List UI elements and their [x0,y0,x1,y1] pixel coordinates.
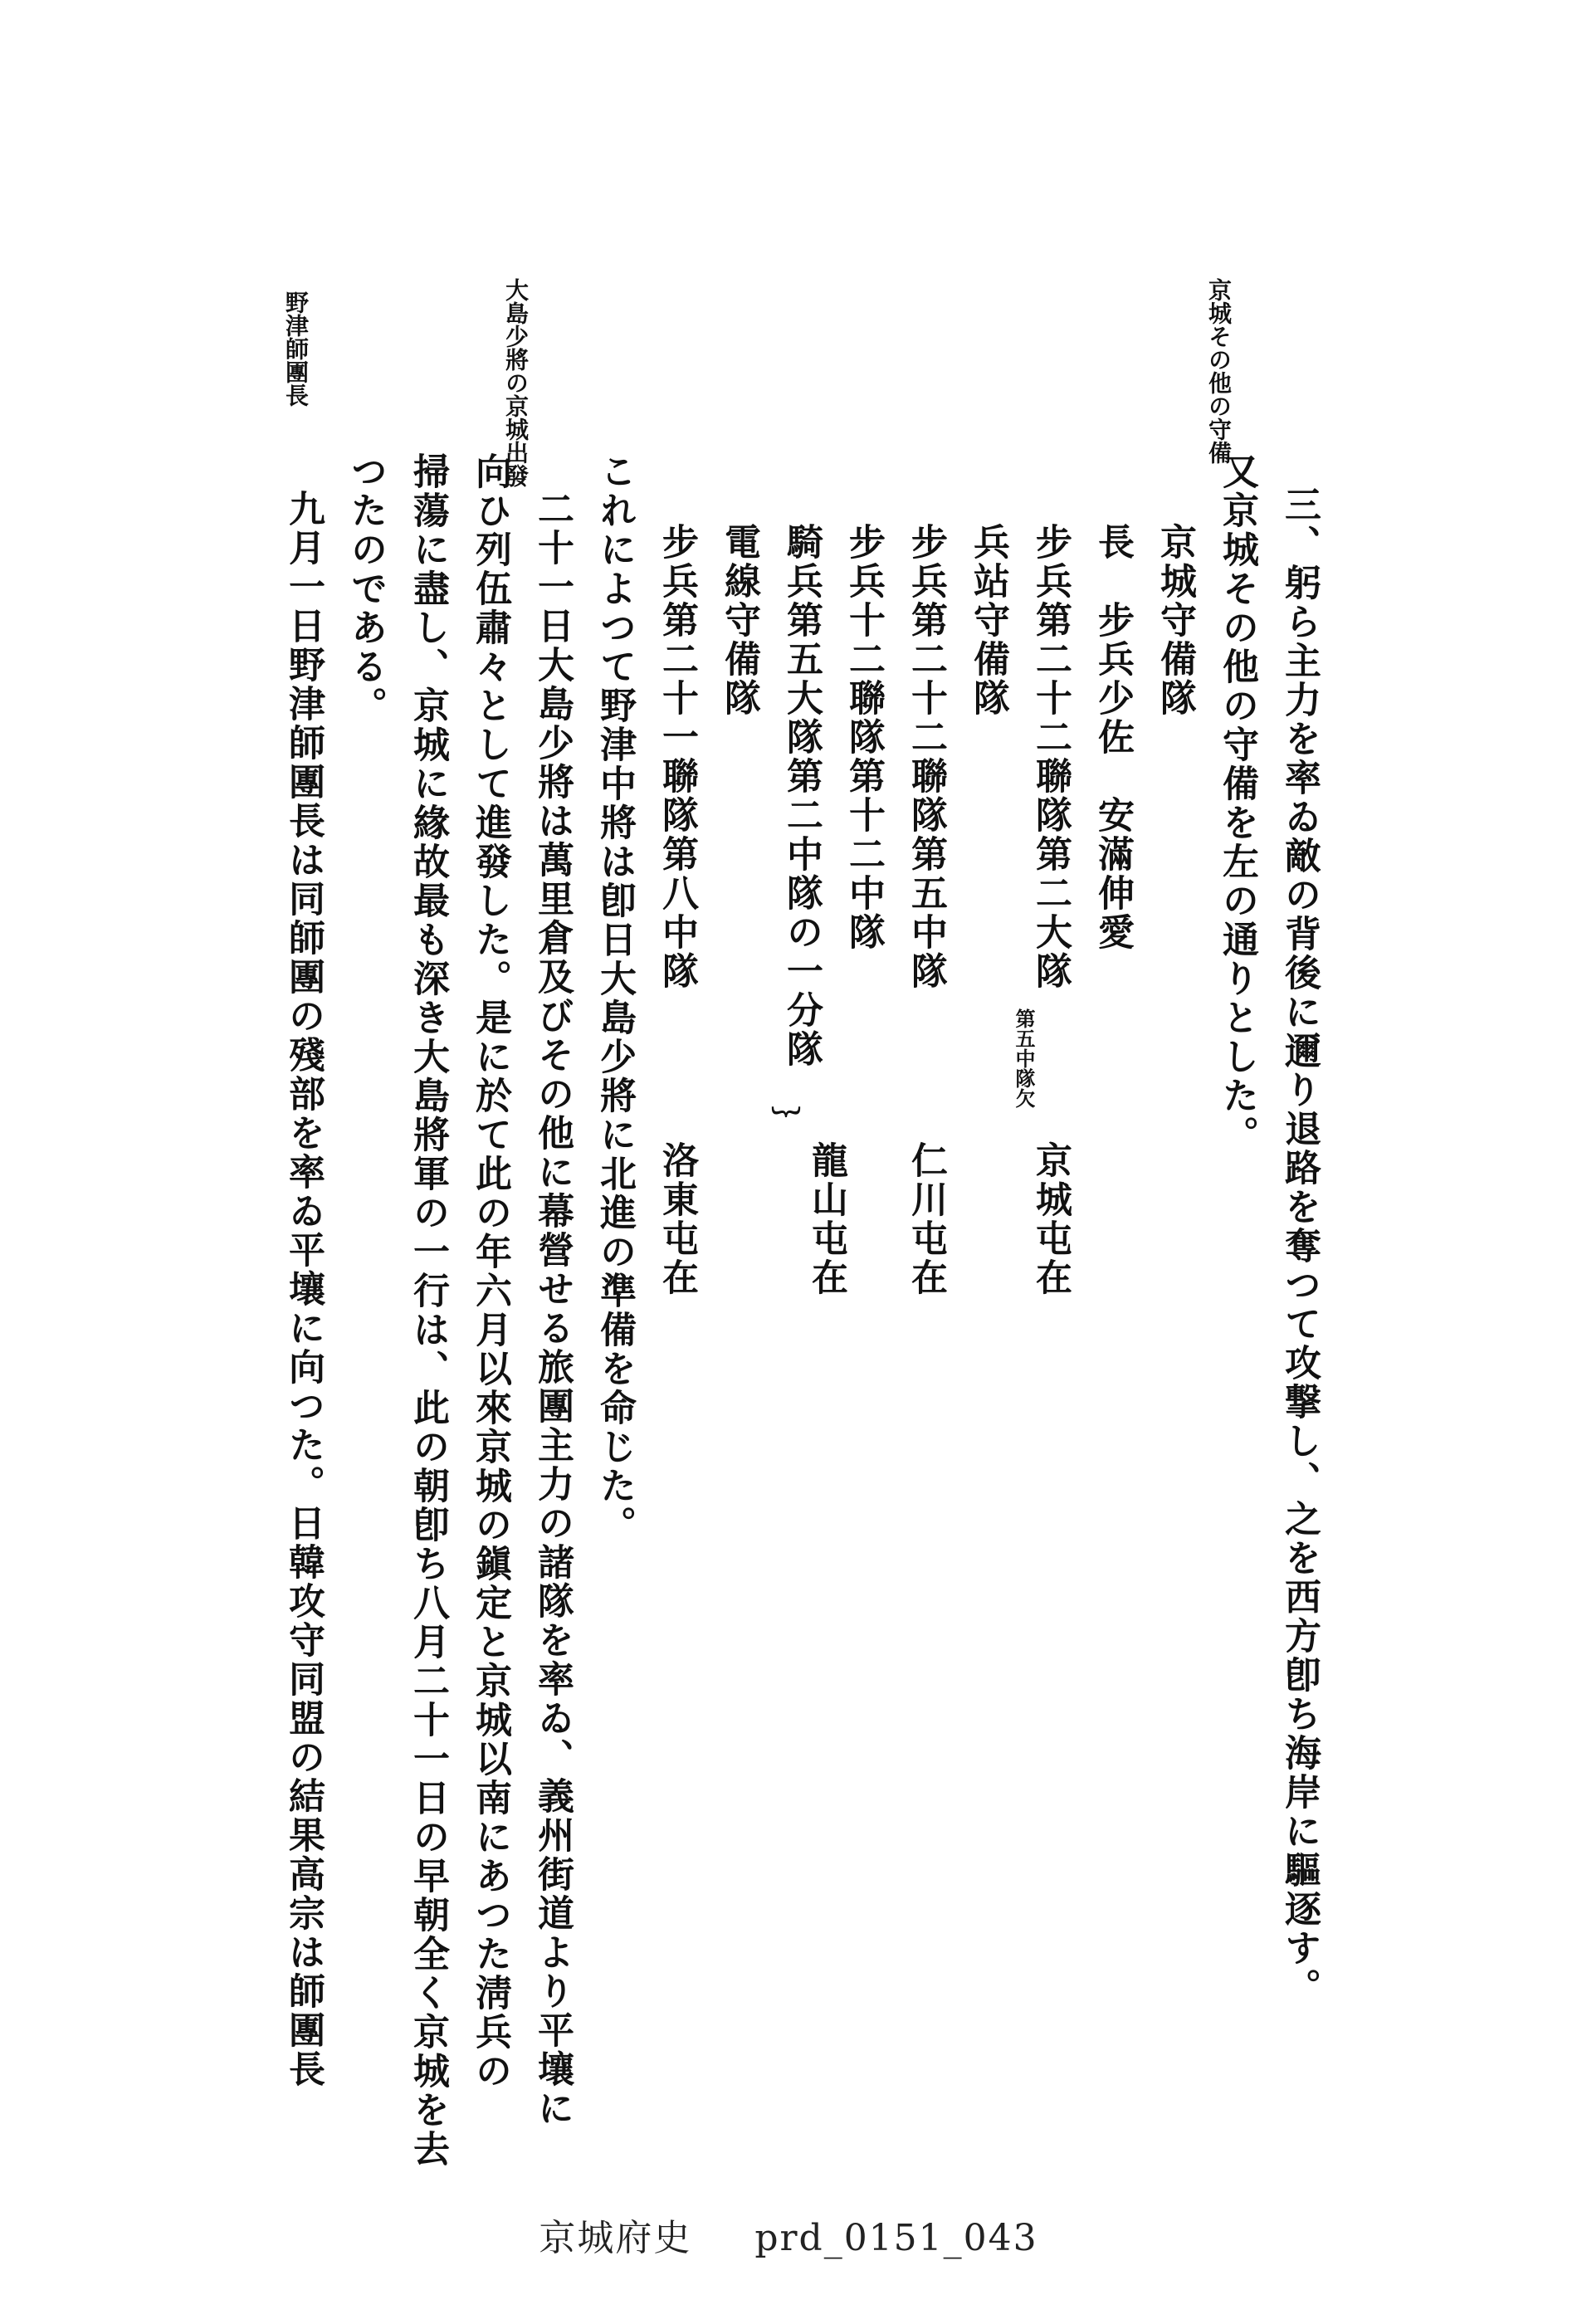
text-column-8: 步兵十二聯隊第十二中隊 [842,523,885,952]
text-column-9: 騎兵第五大隊第二中隊の一分隊 [780,523,823,1069]
text-column-12: これによつて野津中將は卽日大島少將に北進の準備を命じた。 [593,452,636,1545]
text-column-4: 長 步兵少佐 安滿伸愛 [1091,523,1134,952]
text-column-1: 三、躬ら主力を率ゐ敵の背後に邇り退路を奪つて攻撃し、之を西方卽ち海岸に驅逐す。 [1278,486,1321,2007]
text-column-6: 兵站守備隊 [967,523,1009,718]
parenthetical-note: 第五中隊欠 [1012,1008,1036,1108]
footer-id: prd_0151_043 [754,2217,1038,2259]
text-column-7: 步兵第二十二聯隊第五中隊 [905,523,947,991]
grouping-brace: ︸ [772,1106,800,1140]
margin-note-nozu: 野津師團長 [282,290,310,407]
text-column-11: 步兵第二十一聯隊第八中隊 [656,523,698,991]
location-jinsen: 仁川屯在 [905,1141,947,1297]
text-column-10: 電線守備隊 [718,523,760,718]
location-keijo: 京城屯在 [1029,1141,1072,1297]
text-column-14: 向ひ列伍肅々として進發した。是に於て此の年六月以來京城の鎭定と京城以南にあつた淸兵の [469,452,511,2091]
footer-title: 京城府史 [539,2217,692,2259]
text-column-17: 九月一日野津師團長は同師團の殘部を率ゐ平壤に向つた。日韓攻守同盟の結果高宗は師團長 [282,490,325,2089]
margin-note-oshima-departure: 大島少將の京城出發 [502,278,530,487]
location-rakuto: 洛東屯在 [656,1141,698,1297]
page-footer [0,2208,1577,2261]
margin-note-keijo-defense: 京城その他の守備 [1205,278,1233,464]
text-column-13: 二十一日大島少將は萬里倉及びその他に幕營せる旅團主力の諸隊を率ゐ、義州街道より平壤に [531,490,574,2128]
text-column-2: 又京城その他の守備を左の通りとした。 [1216,452,1258,1155]
text-column-5: 步兵第二十二聯隊第二大隊 [1029,523,1072,991]
location-ryuzan: 龍山屯在 [805,1141,847,1297]
text-column-15: 掃蕩に盡し、京城に緣故最も深き大島將軍の一行は、此の朝卽ち八月二十一日の早朝全く京城を去 [407,452,449,2169]
text-column-16: つたのである。 [344,452,387,725]
text-column-3: 京城守備隊 [1154,523,1196,718]
